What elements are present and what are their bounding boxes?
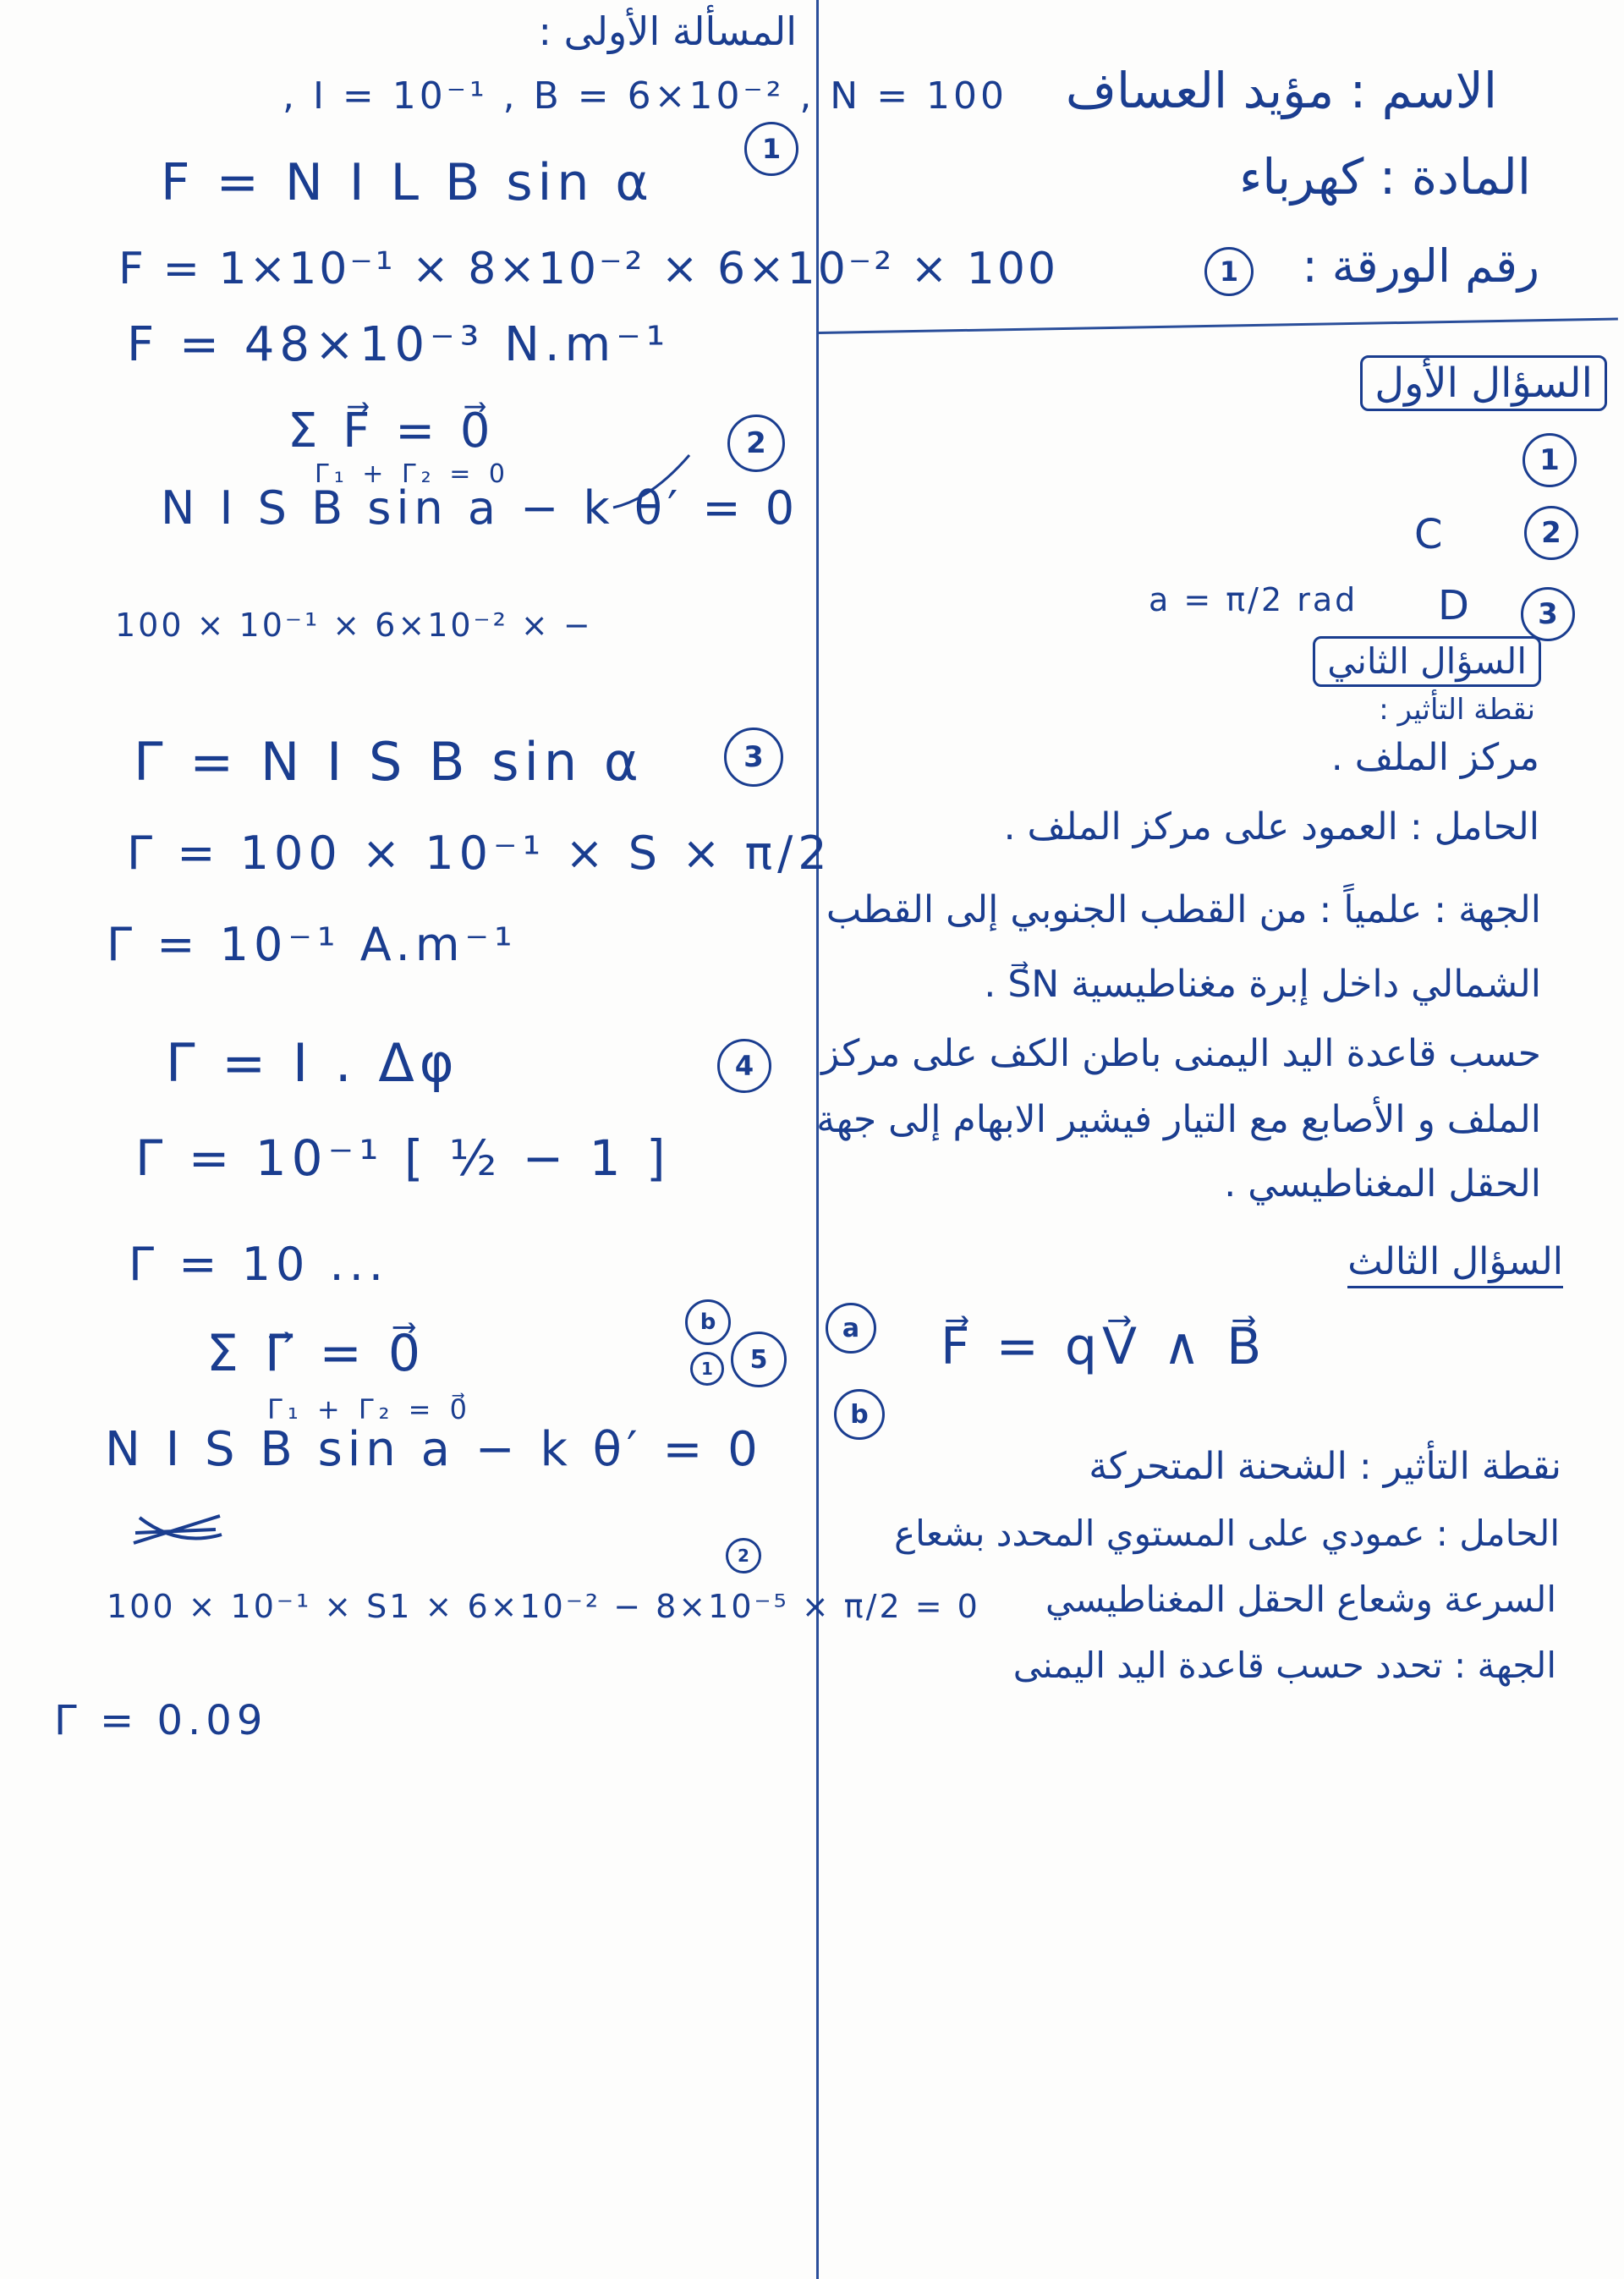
subject-line: المادة : كهرباء	[1238, 148, 1531, 206]
q1-item-3-number: 3	[1521, 587, 1575, 641]
problem-givens: , I = 10⁻¹ , B = 6×10⁻² , N = 100	[283, 74, 1008, 118]
crossed-out-scribble	[127, 1509, 228, 1551]
q2-line-point: نقطة التأثير :	[1379, 693, 1535, 727]
part-5-calculation: 100 × 10⁻¹ × S1 × 6×10⁻² − 8×10⁻⁵ × π/2 = 0	[107, 1588, 980, 1625]
part-3-line-2: Γ = 100 × 10⁻¹ × S × π/2	[127, 826, 832, 880]
q2-line-rule-3: الحقل المغناطيسي .	[1224, 1162, 1541, 1205]
part-4-number: 4	[717, 1039, 771, 1093]
part-5-label-5: 5	[731, 1332, 787, 1387]
q1-item-2-number: 2	[1524, 506, 1578, 560]
part-3-line-3: Γ = 10⁻¹ A.m⁻¹	[107, 918, 518, 971]
q3-b-line-carrier: الحامل : عمودي على المستوي المحدد بشعاع	[894, 1513, 1560, 1554]
part-1-line-2: F = 1×10⁻¹ × 8×10⁻² × 6×10⁻² × 100	[118, 244, 1059, 294]
q2-line-rule-2: الملف و الأصابع مع التيار فيشير الابهام إلى جهة	[816, 1098, 1541, 1141]
part-5-label-b: b	[685, 1299, 731, 1345]
q3-part-a-formula: F⃗ = qV⃗ ∧ B⃗	[941, 1317, 1267, 1376]
q1-item-2-answer: C	[1414, 511, 1448, 558]
part-4-line-1: Γ = I . Δφ	[166, 1032, 459, 1094]
part-4-line-3: Γ = 10 ...	[129, 1238, 389, 1291]
q3-b-line-direction: الجهة : تحدد حسب قاعدة اليد اليمنى	[1012, 1645, 1556, 1686]
q2-line-direction-2: الشمالي داخل إبرة مغناطيسية S⃗N .	[984, 963, 1541, 1006]
q3-b-line-point: نقطة التأثير : الشحنة المتحركة	[1089, 1445, 1561, 1488]
part-3-line-1: Γ = N I S B sin α	[134, 731, 644, 793]
part-2-number: 2	[727, 415, 785, 472]
part-4-line-2: Γ = 10⁻¹ [ ½ − 1 ]	[135, 1129, 671, 1187]
q1-title: السؤال الأول	[1360, 355, 1607, 411]
part-5-line-2: Γ₁ + Γ₂ = 0⃗	[267, 1393, 472, 1425]
part-1-line-1: F = N I L B sin α	[161, 153, 654, 212]
sheet-number-circle: 1	[1204, 247, 1254, 296]
part-5-result: Γ = 0.09	[54, 1697, 268, 1744]
pen-stroke-mark	[609, 448, 694, 516]
q1-item-1-number: 1	[1522, 433, 1577, 487]
part-3-number: 3	[724, 728, 783, 787]
q2-line-center: مركز الملف .	[1330, 736, 1539, 779]
part-1-number: 1	[744, 122, 798, 176]
part-5-label-1: 1	[690, 1352, 724, 1386]
part-2-line-3: N I S B sin a − k θ′ = 0	[161, 481, 800, 535]
q3-part-a-label: a	[826, 1303, 876, 1354]
q1-item-3-answer: D	[1438, 582, 1474, 629]
q1-item-3-angle: a = π/2 rad	[1149, 581, 1358, 618]
part-5-line-1: Σ Γ⃗ = 0⃗	[206, 1324, 426, 1383]
q2-line-direction-1: الجهة : علمياً : من القطب الجنوبي إلى القطب	[826, 888, 1541, 931]
q2-title: السؤال الثاني	[1313, 636, 1541, 687]
part-2-line-4: 100 × 10⁻¹ × 6×10⁻² × −	[115, 607, 593, 644]
q3-b-line-carrier-2: السرعة وشعاع الحقل المغناطيسي	[1045, 1579, 1556, 1620]
part-2-line-1: Σ F⃗ = 0⃗	[288, 404, 496, 459]
q2-line-carrier: الحامل : العمود على مركز الملف .	[1003, 805, 1539, 848]
problem-title: المسألة الأولى :	[538, 8, 797, 54]
q3-title: السؤال الثالث	[1347, 1244, 1563, 1288]
part-5-sub-number: 2	[726, 1538, 761, 1573]
part-2-line-2: Γ₁ + Γ₂ = 0	[315, 459, 510, 489]
sheet-number-label: رقم الورقة :	[1302, 239, 1539, 293]
name-line: الاسم : مؤيد العساف	[1065, 62, 1497, 119]
q2-line-rule-1: حسب قاعدة اليد اليمنى باطن الكف على مركز	[821, 1032, 1541, 1075]
header-divider-line	[819, 318, 1618, 334]
part-1-line-3: F = 48×10⁻³ N.m⁻¹	[127, 317, 671, 372]
part-5-line-3: N I S B sin a − k θ′ = 0	[105, 1422, 763, 1477]
q3-part-b-label: b	[834, 1389, 885, 1440]
